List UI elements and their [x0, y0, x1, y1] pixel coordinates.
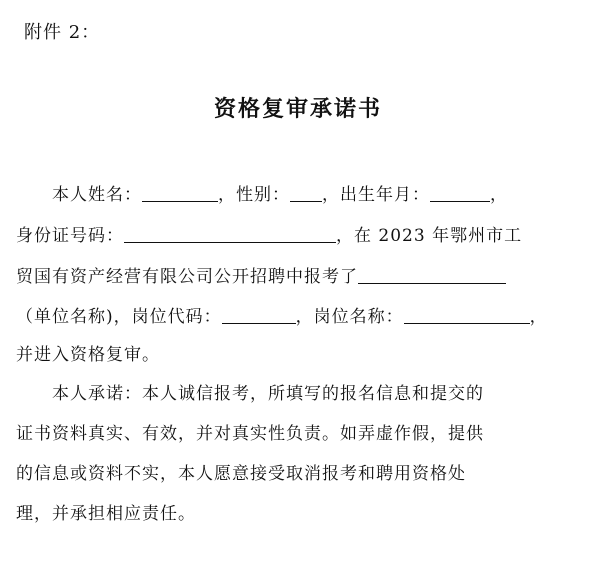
gender-blank[interactable]: [290, 183, 322, 202]
post-code-label: （单位名称)，岗位代码：: [16, 307, 222, 327]
name-blank[interactable]: [142, 183, 218, 202]
id-blank[interactable]: [124, 224, 336, 243]
text-line-4: [16, 304, 572, 330]
name-label: 本人姓名：: [16, 185, 142, 205]
text-line-9: 理，并承担相应责任。: [16, 504, 196, 524]
text-line-8: 的信息或资料不实，本人愿意接受取消报考和聘用资格处: [16, 464, 466, 484]
text-fragment: 贸国有资产经营有限公司公开招聘中报考了: [16, 267, 358, 287]
text-line-1: [16, 182, 572, 208]
id-label: 身份证号码：: [16, 226, 124, 246]
post-name-label: ，岗位名称：: [295, 307, 404, 327]
birth-label: ，出生年月：: [322, 185, 430, 205]
text-line-3: [16, 264, 572, 290]
unit-blank[interactable]: [358, 265, 506, 284]
text-line-7: 证书资料真实、有效，并对真实性负责。如弄虚作假，提供: [16, 424, 484, 444]
attachment-label: 附件 2：: [24, 22, 101, 43]
text-line-5: 并进入资格复审。: [16, 345, 160, 365]
text-fragment: ，在 2023 年鄂州市工: [336, 226, 523, 246]
post-name-blank[interactable]: [404, 305, 530, 324]
punct: ，: [490, 185, 508, 205]
gender-label: ，性别：: [218, 185, 290, 205]
document-title: 资格复审承诺书: [213, 96, 382, 122]
punct: ，: [529, 307, 548, 327]
text-line-6: 本人承诺：本人诚信报考，所填写的报名信息和提交的: [16, 384, 484, 404]
post-code-blank[interactable]: [222, 305, 296, 324]
text-line-2: [16, 223, 572, 249]
birth-blank[interactable]: [430, 183, 490, 202]
